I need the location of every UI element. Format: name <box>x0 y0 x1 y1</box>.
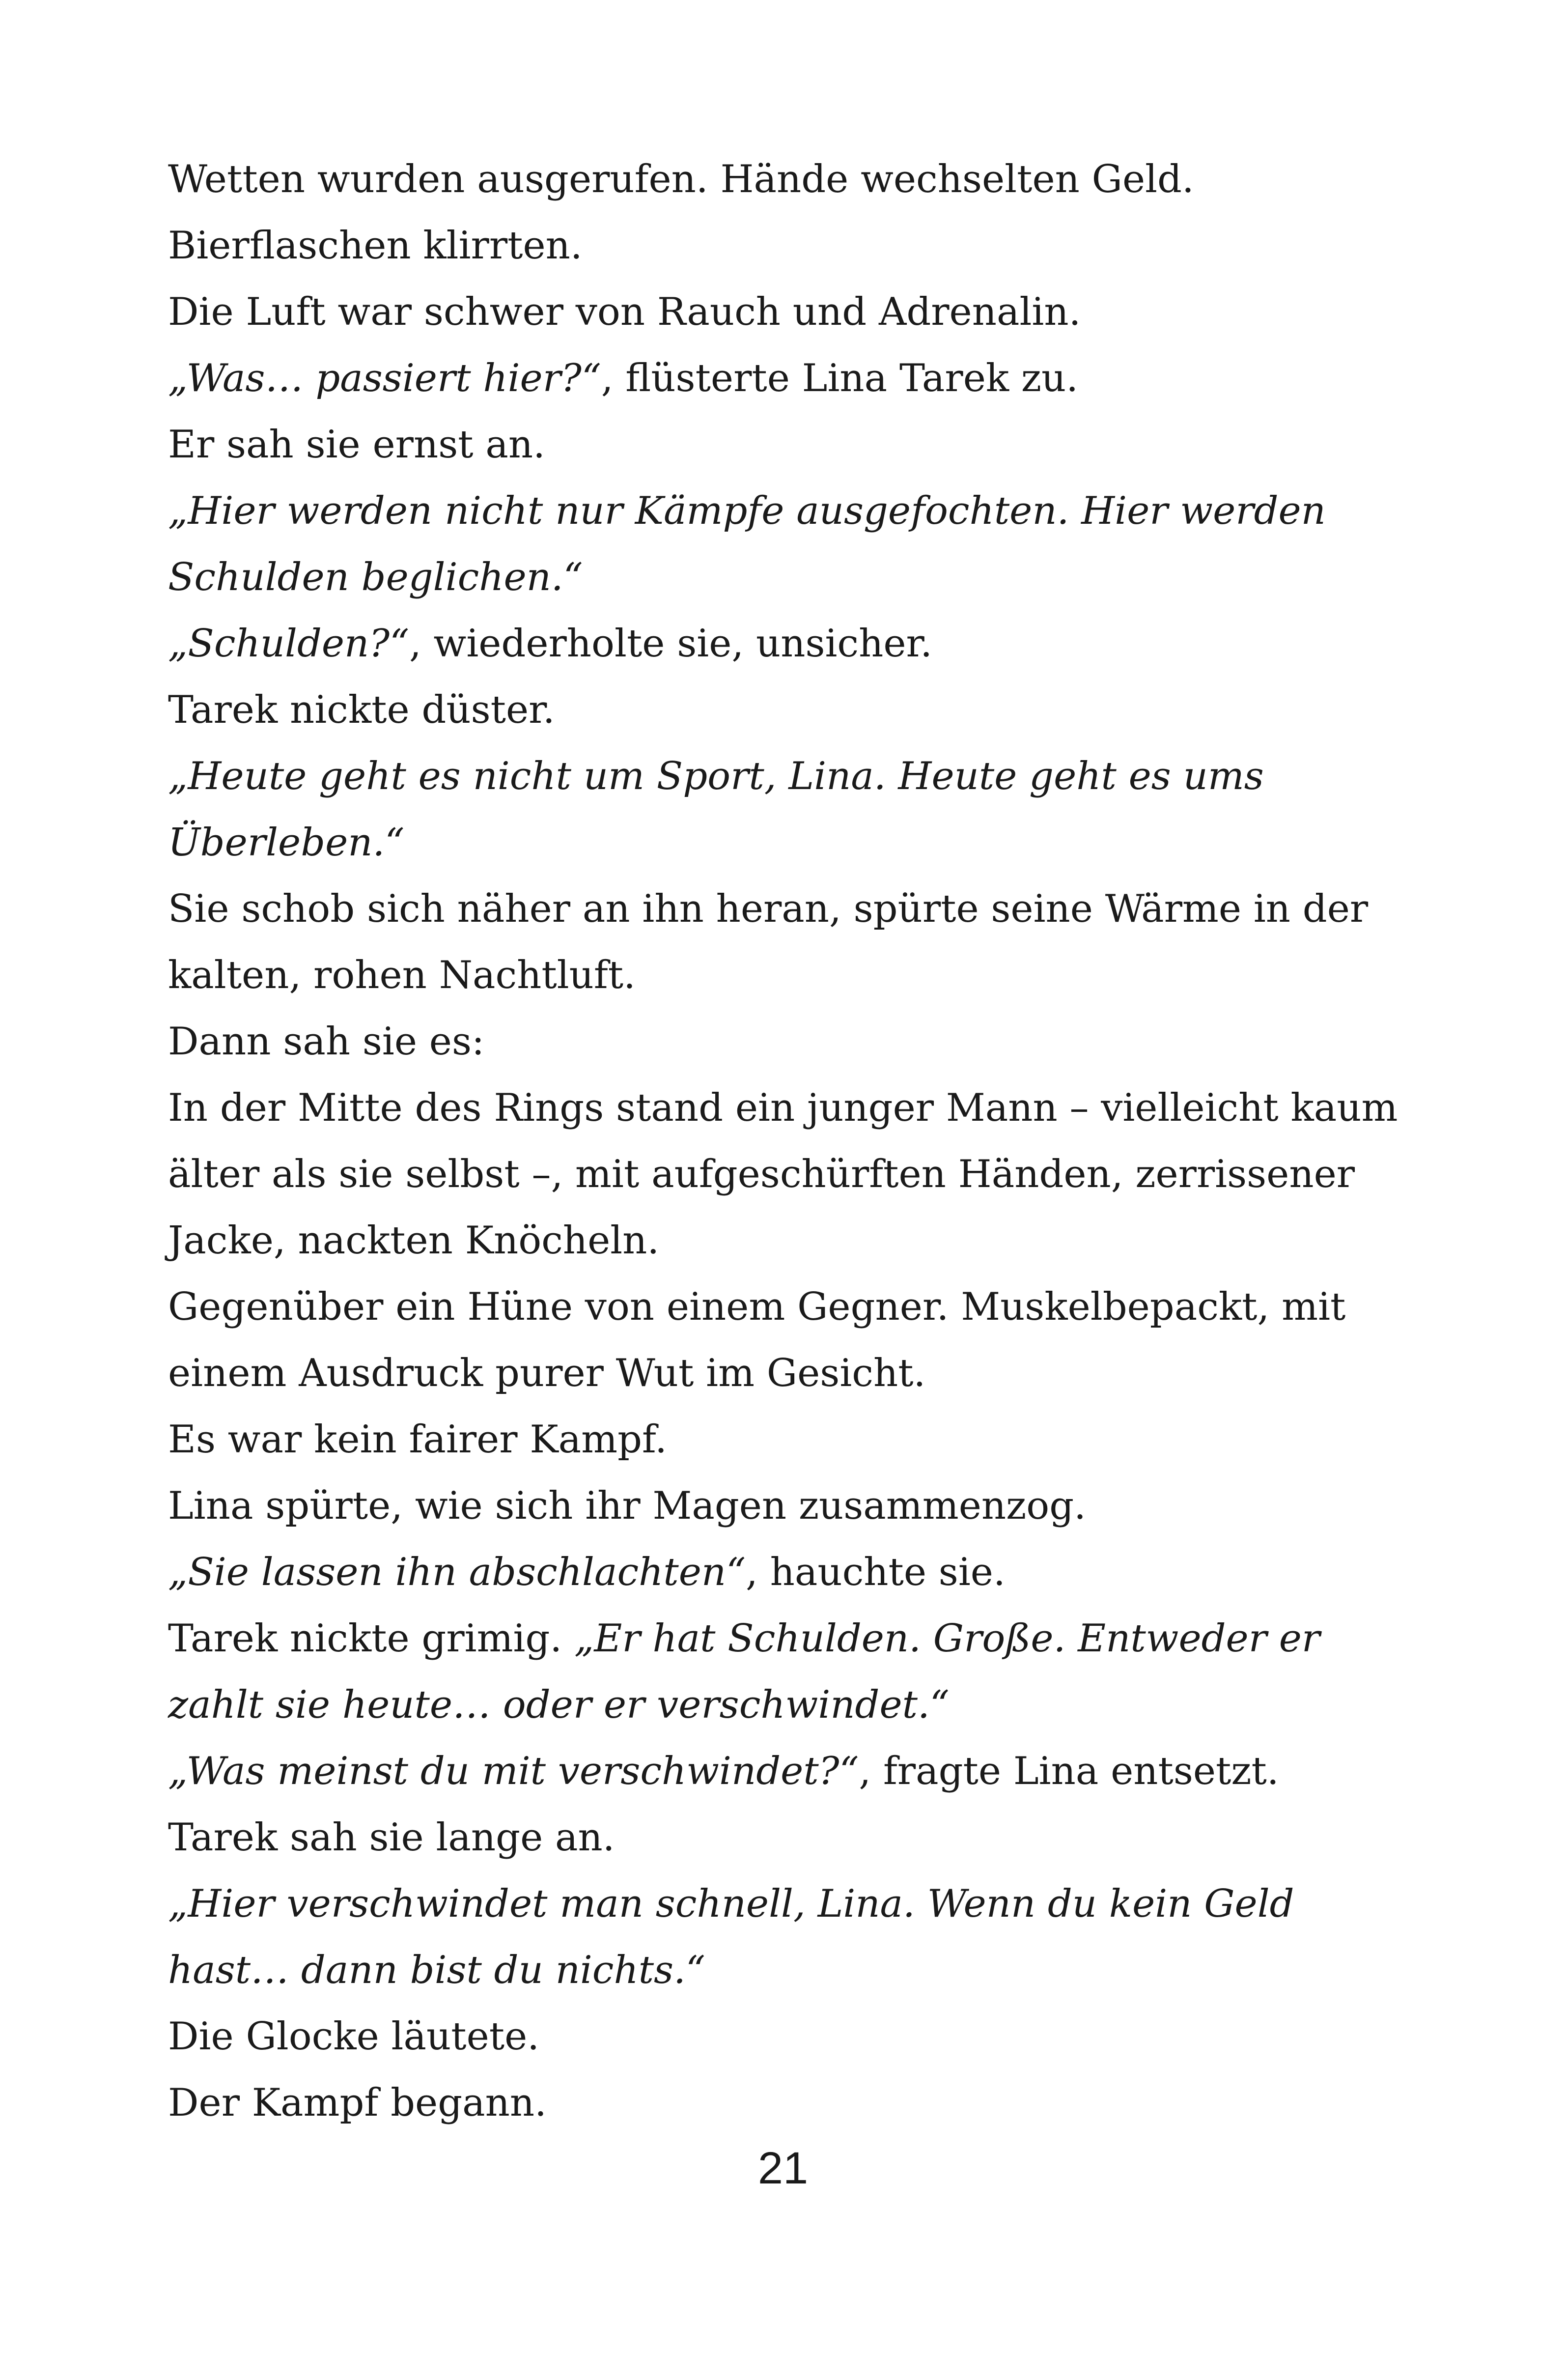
dialogue-segment: „Heute geht es nicht um Sport, Lina. Heute geht es ums Überleben.“ <box>168 754 1264 865</box>
paragraph <box>168 478 1426 611</box>
paragraph <box>168 1606 1426 1738</box>
text-segment: Dann sah sie es: <box>168 1020 485 1064</box>
body-text <box>168 146 1426 2136</box>
paragraph <box>168 677 1426 743</box>
paragraph <box>168 1871 1426 2004</box>
text-segment: Wetten wurden ausgerufen. Hände wechselten Geld. <box>168 157 1194 201</box>
text-segment: In der Mitte des Rings stand ein junger Mann – vielleicht kaum älter als sie selbst –, mit aufgeschürften Händen, zerrissener Jacke, nackten Knöcheln. <box>168 1086 1398 1263</box>
text-segment: Er sah sie ernst an. <box>168 423 545 467</box>
dialogue-segment: „Sie lassen ihn abschlachten“ <box>168 1550 746 1594</box>
paragraph <box>168 1407 1426 1473</box>
paragraph <box>168 1009 1426 1075</box>
text-segment: Bierflaschen klirrten. <box>168 224 583 268</box>
paragraph <box>168 345 1426 412</box>
text-segment: , wiederholte sie, unsicher. <box>409 622 933 666</box>
text-segment: Sie schob sich näher an ihn heran, spürte seine Wärme in der kalten, rohen Nachtluft. <box>168 887 1369 997</box>
paragraph <box>168 1274 1426 1407</box>
paragraph <box>168 279 1426 345</box>
paragraph <box>168 146 1426 213</box>
dialogue-segment: „Hier verschwindet man schnell, Lina. Wenn du kein Geld hast… dann bist du nichts.“ <box>168 1882 1294 1992</box>
paragraph <box>168 1473 1426 1539</box>
page-number: 21 <box>757 2143 809 2193</box>
text-segment: Gegenüber ein Hüne von einem Gegner. Muskelbepackt, mit einem Ausdruck purer Wut im Gesicht. <box>168 1285 1346 1395</box>
text-segment: Die Luft war schwer von Rauch und Adrenalin. <box>168 290 1081 334</box>
text-segment: Die Glocke läutete. <box>168 2014 540 2059</box>
dialogue-segment: „Schulden?“ <box>168 622 409 666</box>
text-segment: Der Kampf begann. <box>168 2081 547 2125</box>
dialogue-segment: „Hier werden nicht nur Kämpfe ausgefochten. Hier werden Schulden beglichen.“ <box>168 489 1326 599</box>
text-segment: Tarek sah sie lange an. <box>168 1815 615 1860</box>
paragraph <box>168 876 1426 1009</box>
text-segment: Tarek nickte grimig. <box>168 1616 574 1661</box>
paragraph <box>168 412 1426 478</box>
text-segment: , fragte Lina entsetzt. <box>859 1749 1279 1793</box>
dialogue-segment: „Er hat Schulden. Große. Entweder er zahlt sie heute… oder er verschwindet.“ <box>168 1616 1320 1727</box>
text-segment: Tarek nickte düster. <box>168 688 555 732</box>
paragraph <box>168 2070 1426 2136</box>
paragraph <box>168 213 1426 279</box>
text-segment: Es war kein fairer Kampf. <box>168 1417 667 1462</box>
paragraph <box>168 611 1426 677</box>
paragraph <box>168 1738 1426 1805</box>
paragraph <box>168 2004 1426 2070</box>
text-segment: , flüsterte Lina Tarek zu. <box>601 356 1079 400</box>
dialogue-segment: „Was… passiert hier?“ <box>168 356 601 400</box>
text-segment: , hauchte sie. <box>746 1550 1006 1594</box>
text-segment: Lina spürte, wie sich ihr Magen zusammenzog. <box>168 1484 1086 1528</box>
paragraph <box>168 1075 1426 1274</box>
dialogue-segment: „Was meinst du mit verschwindet?“ <box>168 1749 859 1793</box>
paragraph <box>168 1539 1426 1606</box>
paragraph <box>168 1805 1426 1871</box>
paragraph <box>168 743 1426 876</box>
